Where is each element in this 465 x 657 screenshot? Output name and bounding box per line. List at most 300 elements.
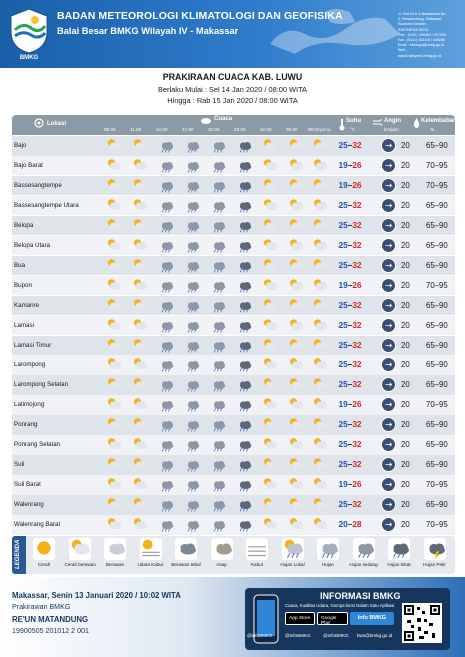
temperature-range: 19–26 — [338, 159, 362, 170]
partly-cloudy-icon — [260, 278, 280, 294]
heavy-rain-icon — [234, 138, 254, 154]
partly-cloudy-icon — [130, 377, 150, 393]
temperature-range: 19–26 — [338, 279, 362, 290]
wind-direction-icon — [381, 298, 396, 313]
partly-cloudy-icon — [130, 477, 150, 493]
temp-low: 19 — [338, 279, 348, 290]
light-rain-icon — [182, 258, 202, 274]
wind-direction-icon — [381, 477, 396, 492]
partly-cloudy-icon — [130, 517, 150, 533]
light-rain-icon — [208, 338, 228, 354]
time-slot: 08.00 — [308, 127, 320, 132]
temp-low: 25 — [338, 239, 348, 250]
temp-high: 26 — [352, 479, 362, 490]
table-row — [12, 375, 455, 395]
heavy-rain-icon — [234, 417, 254, 433]
light-rain-icon — [208, 138, 228, 154]
time-slot: 20.00 — [208, 127, 220, 132]
moderate-rain-icon — [353, 538, 375, 560]
partly-cloudy-icon — [286, 298, 306, 314]
info-bmkg-badge[interactable]: Info BMKG — [350, 612, 394, 625]
temperature-range: 25–32 — [338, 459, 362, 470]
partly-cloudy-icon — [310, 477, 330, 493]
table-row — [12, 355, 455, 375]
legend-swatch — [246, 538, 268, 560]
light-rain-icon — [182, 437, 202, 453]
partly-cloudy-icon — [310, 318, 330, 334]
partly-cloudy-icon — [260, 138, 280, 154]
table-row — [12, 196, 455, 216]
location-name: Bupon — [14, 281, 32, 289]
temperature-range: 25–32 — [338, 259, 362, 270]
partly-cloudy-icon — [310, 298, 330, 314]
temp-high: 32 — [352, 459, 362, 470]
location-name: Bassesangtempe — [14, 181, 62, 189]
partly-cloudy-icon — [130, 238, 150, 254]
light-rain-icon — [156, 318, 176, 334]
time-slot: 05.00 — [286, 127, 298, 132]
legend-tab — [12, 536, 26, 574]
legend-item-label: Cerah berawan — [64, 562, 96, 567]
light-rain-icon — [208, 437, 228, 453]
wind-direction-icon — [381, 198, 396, 213]
forecaster-nip: 19900505 201012 2 001 — [12, 627, 89, 635]
light-rain-icon — [208, 158, 228, 174]
partly-cloudy-icon — [310, 417, 330, 433]
legend-item — [171, 538, 201, 567]
address-line: INDONESIA 90231 — [398, 27, 429, 32]
light-rain-icon — [208, 477, 228, 493]
wind-speed: 20 — [401, 340, 410, 350]
temperature-range: 25–32 — [338, 199, 362, 210]
partly-cloudy-icon — [104, 457, 124, 473]
temp-high: 32 — [352, 359, 362, 370]
temperature-range: 25–32 — [338, 239, 362, 250]
light-rain-icon — [182, 497, 202, 513]
temp-high: 32 — [352, 319, 362, 330]
light-rain-icon — [182, 178, 202, 194]
light-rain-icon — [156, 397, 176, 413]
temperature-range: 25–32 — [338, 359, 362, 370]
partly-cloudy-icon — [286, 318, 306, 334]
table-row — [12, 276, 455, 296]
temp-low: 25 — [338, 259, 348, 270]
temp-low: 25 — [338, 219, 348, 230]
wind-speed: 20 — [401, 480, 410, 490]
location-name: Bassesangtempe Utara — [14, 201, 79, 209]
location-name: Lamasi — [14, 321, 34, 329]
temp-low: 19 — [338, 479, 348, 490]
light-rain-icon — [208, 238, 228, 254]
temp-low: 25 — [338, 359, 348, 370]
temp-low: 19 — [338, 399, 348, 410]
humidity-drop-icon — [413, 118, 420, 129]
location-name: Lamasi Timur — [14, 341, 52, 349]
info-title: INFORMASI BMKG — [320, 591, 401, 601]
temp-low: 19 — [338, 159, 348, 170]
partly-cloudy-icon — [104, 318, 124, 334]
temperature-range: 25–32 — [338, 319, 362, 330]
app-store-badge[interactable]: App Store — [285, 612, 315, 625]
location-name: Larompong — [14, 361, 46, 369]
time-slot: 08.00 — [104, 127, 116, 132]
partly-cloudy-icon — [104, 238, 124, 254]
temperature-range: 25–32 — [338, 499, 362, 510]
light-rain-icon — [208, 218, 228, 234]
table-row — [12, 455, 455, 475]
temp-high: 26 — [352, 179, 362, 190]
table-row — [12, 236, 455, 256]
humidity: 65–90 — [426, 300, 448, 310]
partly-cloudy-icon — [286, 338, 306, 354]
header-cuaca: Cuaca — [214, 116, 233, 122]
social-twitter[interactable]: @infoBMKG — [285, 633, 311, 638]
social-facebook[interactable]: @infoBMKG — [323, 633, 349, 638]
location-name: Larompong Selatan — [14, 381, 69, 389]
light-rain-icon — [156, 238, 176, 254]
legend-label: LEGENDA — [15, 539, 21, 569]
address-line: Sulawesi Selatan, — [398, 22, 427, 27]
light-rain-icon — [208, 318, 228, 334]
partly-cloudy-icon — [260, 457, 280, 473]
partly-cloudy-icon — [130, 397, 150, 413]
heavy-rain-icon — [234, 377, 254, 393]
partly-cloudy-icon — [260, 158, 280, 174]
humidity: 70–95 — [426, 480, 448, 490]
light-rain-icon — [156, 198, 176, 214]
legend-item — [384, 538, 414, 567]
temperature-range: 25–32 — [338, 219, 362, 230]
light-rain-icon — [156, 357, 176, 373]
partly-cloudy-icon — [260, 178, 280, 194]
address-line: 4, Panakkukang, Makassar, — [398, 17, 443, 22]
overcast-icon — [175, 538, 197, 560]
table-row — [12, 136, 455, 156]
light-rain-icon — [156, 178, 176, 194]
legend-item-label: Berawan tebal — [171, 562, 201, 567]
partly-cloudy-icon — [104, 338, 124, 354]
partly-cloudy-icon — [286, 477, 306, 493]
light-rain-icon — [208, 377, 228, 393]
address-line: Fax : (0411) 453119 / 449286 — [398, 38, 445, 43]
partly-cloudy-icon — [104, 278, 124, 294]
partly-cloudy-icon — [260, 258, 280, 274]
partly-cloudy-icon — [310, 397, 330, 413]
partly-cloudy-icon — [104, 357, 124, 373]
partly-cloudy-icon — [130, 457, 150, 473]
partly-cloudy-icon — [260, 477, 280, 493]
temp-high: 32 — [352, 199, 362, 210]
light-rain-icon — [182, 138, 202, 154]
header-kelembaban: Kelembaban — [421, 118, 457, 124]
temp-low: 25 — [338, 419, 348, 430]
table-row — [12, 495, 455, 515]
temp-high: 32 — [352, 439, 362, 450]
humidity: 65–90 — [426, 380, 448, 390]
light-rain-icon — [182, 298, 202, 314]
partly-cloudy-icon — [104, 158, 124, 174]
table-row — [12, 216, 455, 236]
light-rain-icon — [182, 457, 202, 473]
wind-direction-icon — [381, 278, 396, 293]
partly-cloudy-icon — [260, 377, 280, 393]
light-rain-icon — [156, 338, 176, 354]
legend-item-label: Asap — [216, 562, 227, 567]
partly-cloudy-icon — [286, 377, 306, 393]
partly-cloudy-icon — [104, 517, 124, 533]
partly-cloudy-icon — [130, 338, 150, 354]
wind-direction-icon — [381, 457, 396, 472]
angin-unit: km/jam — [384, 127, 399, 132]
wind-speed: 20 — [401, 280, 410, 290]
temp-high: 32 — [352, 339, 362, 350]
wind-speed: 20 — [401, 200, 410, 210]
partly-cloudy-icon — [104, 397, 124, 413]
table-row — [12, 336, 455, 356]
table-row — [12, 316, 455, 336]
location-name: Ponrang Selatan — [14, 441, 61, 449]
wind-icon — [372, 118, 382, 128]
legend-item — [420, 538, 450, 567]
legend-item-label: Cerah — [37, 562, 51, 567]
rain-icon — [317, 538, 339, 560]
wind-speed: 20 — [401, 400, 410, 410]
light-rain-icon — [182, 417, 202, 433]
weather-cloud-icon — [200, 116, 212, 124]
google-play-badge[interactable]: Google Play — [317, 612, 348, 625]
humidity: 65–90 — [426, 141, 448, 150]
partly-cloudy-icon — [286, 218, 306, 234]
heavy-rain-icon — [234, 497, 254, 513]
humidity: 70–95 — [426, 160, 448, 170]
address-line: Jl. Prof.Dr.H.A.Basalamah No. — [398, 12, 447, 16]
light-rain-icon — [182, 198, 202, 214]
heavy-rain-icon — [234, 517, 254, 533]
heavy-rain-icon — [388, 538, 410, 560]
forecast-table — [12, 115, 455, 535]
partly-cloudy-icon — [130, 178, 150, 194]
legend-item — [65, 538, 95, 567]
kelembaban-unit: % — [430, 127, 435, 132]
table-row — [12, 395, 455, 415]
partly-cloudy-icon — [310, 218, 330, 234]
wind-speed: 20 — [401, 360, 410, 370]
partly-cloudy-icon — [130, 138, 150, 154]
partly-cloudy-icon — [130, 158, 150, 174]
wind-direction-icon — [381, 397, 396, 412]
table-row — [12, 296, 455, 316]
light-rain-icon — [156, 417, 176, 433]
temp-low: 25 — [338, 459, 348, 470]
temperature-range: 19–26 — [338, 479, 362, 490]
legend — [12, 536, 455, 574]
table-row — [12, 475, 455, 495]
wind-speed: 20 — [401, 520, 410, 530]
info-subtitle: Cuaca, Kualitas Udara, Gempa bumi Dalam Satu Aplikasi — [285, 603, 395, 608]
light-rain-icon — [208, 198, 228, 214]
wind-direction-icon — [381, 258, 396, 273]
wind-direction-icon — [381, 437, 396, 452]
legend-item-label: Hujan lebat — [387, 562, 411, 567]
address-line: Email : bbmkg4@bmkg.go.id — [398, 43, 444, 48]
partly-cloudy-icon — [130, 497, 150, 513]
wind-direction-icon — [381, 417, 396, 432]
partly-cloudy-icon — [286, 437, 306, 453]
light-rain-icon — [208, 417, 228, 433]
qr-code-icon[interactable] — [402, 603, 442, 643]
temp-low: 20 — [338, 519, 348, 530]
partly-cloudy-icon — [310, 138, 330, 154]
heavy-rain-icon — [234, 318, 254, 334]
social-instagram[interactable]: @infoBMKG — [247, 633, 273, 638]
light-rain-icon — [156, 377, 176, 393]
partly-cloudy-icon — [69, 538, 91, 560]
partly-cloudy-icon — [104, 417, 124, 433]
light-rain-icon — [156, 477, 176, 493]
partly-cloudy-icon — [260, 198, 280, 214]
agency-address — [398, 12, 460, 59]
temp-low: 19 — [338, 179, 348, 190]
light-rain-icon — [156, 258, 176, 274]
header-suhu: Suhu — [346, 118, 361, 124]
sunny-icon — [33, 538, 55, 560]
humidity: 65–90 — [426, 440, 448, 450]
heavy-rain-icon — [234, 278, 254, 294]
partly-cloudy-icon — [310, 258, 330, 274]
social-email[interactable]: bws@bmkg.go.id — [357, 633, 393, 638]
partly-cloudy-icon — [310, 497, 330, 513]
partly-cloudy-icon — [286, 178, 306, 194]
partly-cloudy-icon — [286, 278, 306, 294]
location-name: Latimojong — [14, 401, 45, 409]
partly-cloudy-icon — [104, 198, 124, 214]
light-rain-icon — [208, 178, 228, 194]
temp-low: 25 — [338, 199, 348, 210]
humidity: 65–90 — [426, 340, 448, 350]
smoke-icon — [211, 538, 233, 560]
light-rain-icon — [156, 457, 176, 473]
partly-cloudy-icon — [130, 278, 150, 294]
light-rain-icon — [182, 357, 202, 373]
light-rain-icon — [156, 437, 176, 453]
partly-cloudy-icon — [286, 457, 306, 473]
temp-high: 32 — [352, 239, 362, 250]
thunderstorm-icon — [424, 538, 446, 560]
table-header — [12, 115, 455, 135]
partly-cloudy-icon — [260, 437, 280, 453]
address-line: balai4.wilayah4.bmkg.go.id — [398, 53, 442, 58]
light-rain-icon — [182, 318, 202, 334]
light-rain-icon — [156, 497, 176, 513]
table-row — [12, 156, 455, 176]
partly-cloudy-icon — [130, 218, 150, 234]
partly-cloudy-icon — [104, 437, 124, 453]
legend-item-label: Hujan Petir — [423, 562, 446, 567]
legend-item — [136, 538, 166, 567]
wind-speed: 20 — [401, 180, 410, 190]
wind-direction-icon — [381, 377, 396, 392]
location-name: Kamanre — [14, 301, 40, 309]
legend-item-label: Kabut — [250, 562, 263, 567]
wind-speed: 20 — [401, 440, 410, 450]
temp-high: 28 — [352, 519, 362, 530]
light-rain-icon — [208, 457, 228, 473]
partly-cloudy-icon — [260, 318, 280, 334]
partly-cloudy-icon — [260, 497, 280, 513]
address-line: Telp : (0411) 456493 / 437335 — [398, 32, 446, 37]
light-rain-icon — [182, 477, 202, 493]
heavy-rain-icon — [234, 397, 254, 413]
temp-high: 32 — [352, 499, 362, 510]
location-name: Suli Barat — [14, 481, 41, 489]
heavy-rain-icon — [234, 238, 254, 254]
temp-high: 26 — [352, 399, 362, 410]
wind-direction-icon — [381, 238, 396, 253]
wind-speed: 20 — [401, 420, 410, 430]
partly-cloudy-icon — [130, 437, 150, 453]
address-line: Web : — [398, 48, 408, 53]
header-lokasi: Lokasi — [47, 121, 67, 127]
legend-item — [349, 538, 379, 567]
location-name: Walenrang — [14, 501, 44, 509]
partly-cloudy-icon — [310, 517, 330, 533]
temp-low: 25 — [338, 140, 348, 150]
partly-cloudy-icon — [130, 357, 150, 373]
info-bmkg-panel — [245, 588, 450, 650]
agency-subtitle: Balai Besar BMKG Wilayah IV - Makassar — [57, 26, 239, 36]
legend-swatch — [104, 538, 126, 560]
partly-cloudy-icon — [310, 158, 330, 174]
humidity: 65–90 — [426, 460, 448, 470]
local-rain-icon — [282, 538, 304, 560]
partly-cloudy-icon — [260, 218, 280, 234]
header-banner — [0, 0, 465, 68]
table-row — [12, 176, 455, 196]
legend-swatch — [282, 538, 304, 560]
temperature-range: 25–32 — [338, 439, 362, 450]
forecaster-role: Prakirawan BMKG — [12, 603, 71, 611]
humidity: 70–95 — [426, 180, 448, 190]
temperature-range: 20–28 — [338, 519, 362, 530]
location-name: Bajo Barat — [14, 161, 43, 169]
wind-direction-icon — [381, 218, 396, 233]
wind-direction-icon — [381, 338, 396, 353]
heavy-rain-icon — [234, 258, 254, 274]
time-slot: 23.00 — [234, 127, 246, 132]
heavy-rain-icon — [234, 198, 254, 214]
legend-swatch — [388, 538, 410, 560]
partly-cloudy-icon — [286, 138, 306, 154]
legend-swatch — [211, 538, 233, 560]
wind-speed: 20 — [401, 380, 410, 390]
temperature-range: 19–26 — [338, 399, 362, 410]
agency-title: BADAN METEOROLOGI KLIMATOLOGI DAN GEOFISIKA — [57, 10, 343, 22]
partly-cloudy-icon — [310, 377, 330, 393]
wind-speed: 20 — [401, 220, 410, 230]
partly-cloudy-icon — [260, 417, 280, 433]
heavy-rain-icon — [234, 338, 254, 354]
light-rain-icon — [182, 517, 202, 533]
legend-swatch — [175, 538, 197, 560]
partly-cloudy-icon — [104, 298, 124, 314]
legend-item — [242, 538, 272, 567]
temp-high: 26 — [352, 159, 362, 170]
suhu-unit: °C — [350, 127, 356, 132]
legend-swatch — [33, 538, 55, 560]
legend-item — [313, 538, 343, 567]
partly-cloudy-icon — [130, 298, 150, 314]
wind-direction-icon — [381, 138, 396, 153]
